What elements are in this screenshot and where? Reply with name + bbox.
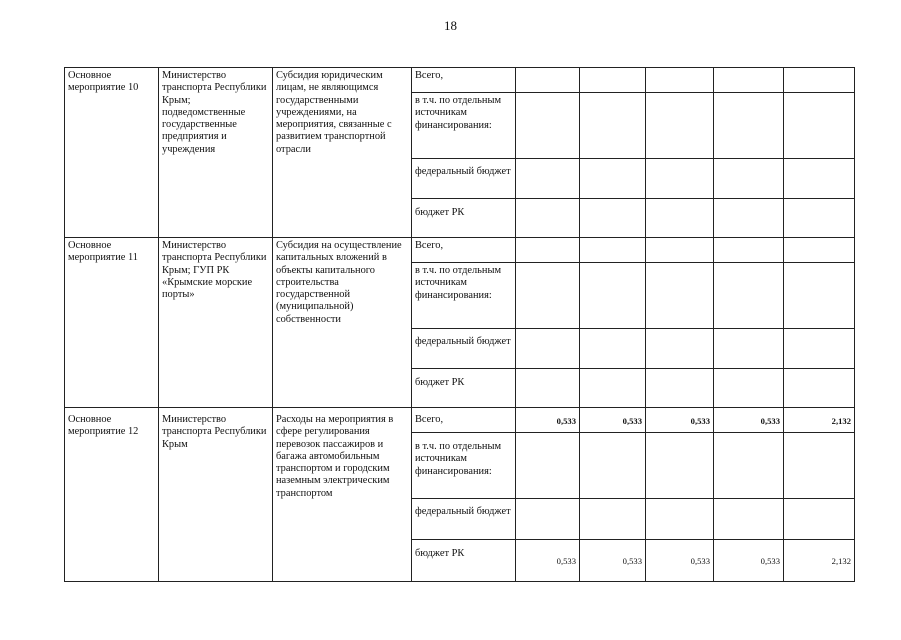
value-cell xyxy=(714,329,784,369)
value-cell xyxy=(646,199,714,238)
page-number: 18 xyxy=(444,18,457,33)
source-cell: в т.ч. по отдельным источникам финансирования: xyxy=(412,93,516,159)
value-cell xyxy=(646,329,714,369)
value-cell: 2,132 xyxy=(784,408,855,433)
executor-cell: Министерство транспорта Республики Крым xyxy=(159,408,273,582)
value-cell xyxy=(784,433,855,499)
value-cell: 0,533 xyxy=(580,540,646,582)
value-cell xyxy=(784,93,855,159)
value-cell xyxy=(714,68,784,93)
value-cell xyxy=(646,369,714,408)
value-cell xyxy=(646,68,714,93)
source-cell: Всего, xyxy=(412,238,516,263)
source-cell: в т.ч. по отдельным источникам финансирования: xyxy=(412,433,516,499)
value-cell xyxy=(516,93,580,159)
value-cell xyxy=(784,159,855,199)
executor-cell: Министерство транспорта Республики Крым; ГУП РК «Крымские морские порты» xyxy=(159,238,273,408)
table-row xyxy=(65,68,855,93)
value-cell xyxy=(714,499,784,540)
measure-name-cell: Основное мероприятие 12 xyxy=(65,408,159,582)
value-cell xyxy=(580,159,646,199)
value-cell xyxy=(516,499,580,540)
source-cell: бюджет РК xyxy=(412,199,516,238)
value-cell xyxy=(516,199,580,238)
value-cell xyxy=(784,263,855,329)
value-cell xyxy=(580,369,646,408)
value-cell xyxy=(580,199,646,238)
source-cell: федеральный бюджет xyxy=(412,159,516,199)
source-cell: Всего, xyxy=(412,68,516,93)
value-cell xyxy=(516,263,580,329)
source-cell: бюджет РК xyxy=(412,369,516,408)
description-cell: Расходы на мероприятия в сфере регулирования перевозок пассажиров и багажа автомобильным транспортом и городским наземным электрическим транспортом xyxy=(273,408,412,582)
value-cell: 0,533 xyxy=(516,408,580,433)
value-cell xyxy=(784,369,855,408)
value-cell xyxy=(714,238,784,263)
description-cell: Субсидия юридическим лицам, не являющимся государственными учреждениями, на мероприятия, связанные с развитием транспортной отрасли xyxy=(273,68,412,238)
value-cell xyxy=(580,93,646,159)
value-cell xyxy=(580,68,646,93)
value-cell xyxy=(646,433,714,499)
value-cell xyxy=(646,238,714,263)
value-cell: 2,132 xyxy=(784,540,855,582)
source-cell: бюджет РК xyxy=(412,540,516,582)
value-cell xyxy=(784,499,855,540)
value-cell xyxy=(516,238,580,263)
source-cell: в т.ч. по отдельным источникам финансирования: xyxy=(412,263,516,329)
value-cell: 0,533 xyxy=(516,540,580,582)
value-cell xyxy=(714,433,784,499)
executor-cell: Министерство транспорта Республики Крым; подведомственные государственные предприятия и учреждения xyxy=(159,68,273,238)
value-cell xyxy=(784,238,855,263)
value-cell xyxy=(580,329,646,369)
value-cell xyxy=(580,238,646,263)
source-cell: Всего, xyxy=(412,408,516,433)
description-cell: Субсидия на осуществление капитальных вложений в объекты капитального строительства государственной (муниципальной) собственности xyxy=(273,238,412,408)
value-cell xyxy=(516,329,580,369)
value-cell xyxy=(646,93,714,159)
value-cell xyxy=(516,68,580,93)
value-cell xyxy=(516,369,580,408)
measure-name-cell: Основное мероприятие 11 xyxy=(65,238,159,408)
value-cell xyxy=(580,263,646,329)
value-cell xyxy=(516,159,580,199)
value-cell xyxy=(714,263,784,329)
value-cell xyxy=(580,433,646,499)
value-cell xyxy=(714,93,784,159)
value-cell: 0,533 xyxy=(646,408,714,433)
value-cell xyxy=(646,263,714,329)
table-row xyxy=(65,408,855,433)
value-cell xyxy=(714,199,784,238)
value-cell xyxy=(784,329,855,369)
source-cell: федеральный бюджет xyxy=(412,329,516,369)
source-cell: федеральный бюджет xyxy=(412,499,516,540)
table-row xyxy=(65,238,855,263)
value-cell: 0,533 xyxy=(714,408,784,433)
value-cell: 0,533 xyxy=(646,540,714,582)
value-cell: 0,533 xyxy=(714,540,784,582)
measure-name-cell: Основное мероприятие 10 xyxy=(65,68,159,238)
value-cell xyxy=(784,199,855,238)
value-cell: 0,533 xyxy=(580,408,646,433)
value-cell xyxy=(646,499,714,540)
value-cell xyxy=(580,499,646,540)
value-cell xyxy=(784,68,855,93)
value-cell xyxy=(516,433,580,499)
value-cell xyxy=(714,369,784,408)
budget-table xyxy=(64,67,855,582)
value-cell xyxy=(714,159,784,199)
value-cell xyxy=(646,159,714,199)
